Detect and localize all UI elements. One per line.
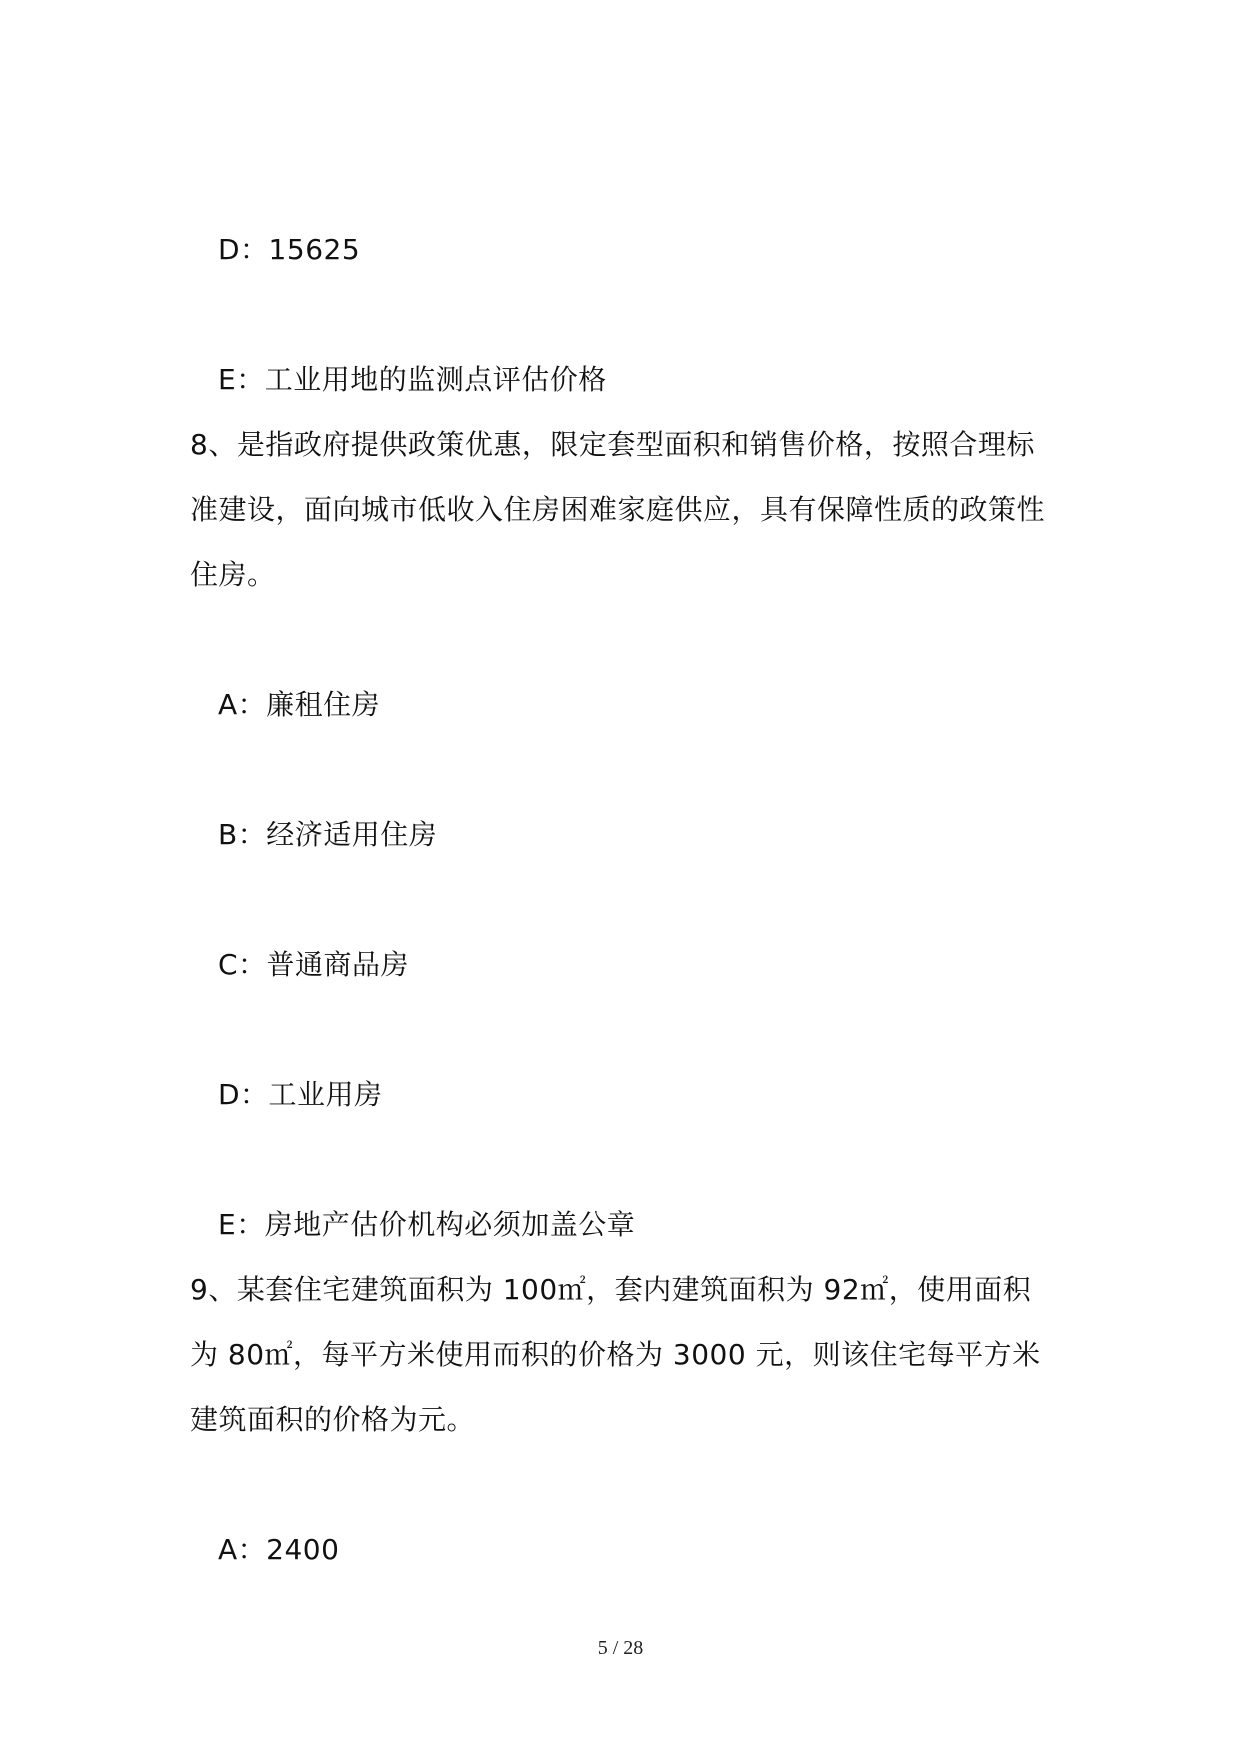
q9-stem-line-2: 为 80㎡，每平方米使用而积的价格为 3000 元，则该住宅每平方米	[190, 1338, 1041, 1371]
q8-stem-line-3: 住房。	[190, 558, 276, 591]
q9-stem-line-1: 9、某套住宅建筑面积为 100㎡，套内建筑面积为 92㎡，使用面积	[190, 1273, 1032, 1306]
q7-option-d: D：15625	[218, 233, 361, 266]
q8-option-c: C：普通商品房	[218, 948, 410, 981]
q8-stem-line-1: 8、是指政府提供政策优惠，限定套型面积和销售价格，按照合理标	[190, 428, 1035, 461]
page-number: 5 / 28	[597, 1637, 644, 1659]
q8-option-a: A：廉租住房	[218, 688, 381, 721]
q8-option-e: E：房地产估价机构必须加盖公章	[218, 1208, 636, 1241]
q8-option-b: B：经济适用住房	[218, 818, 438, 851]
q7-option-e: E：工业用地的监测点评估价格	[218, 363, 607, 396]
q8-stem-line-2: 准建设，面向城市低收入住房困难家庭供应，具有保障性质的政策性	[190, 493, 1046, 526]
q9-stem-line-3: 建筑面积的价格为元。	[190, 1403, 476, 1436]
q8-option-d: D：工业用房	[218, 1078, 383, 1111]
q9-option-a: A：2400	[218, 1533, 340, 1566]
